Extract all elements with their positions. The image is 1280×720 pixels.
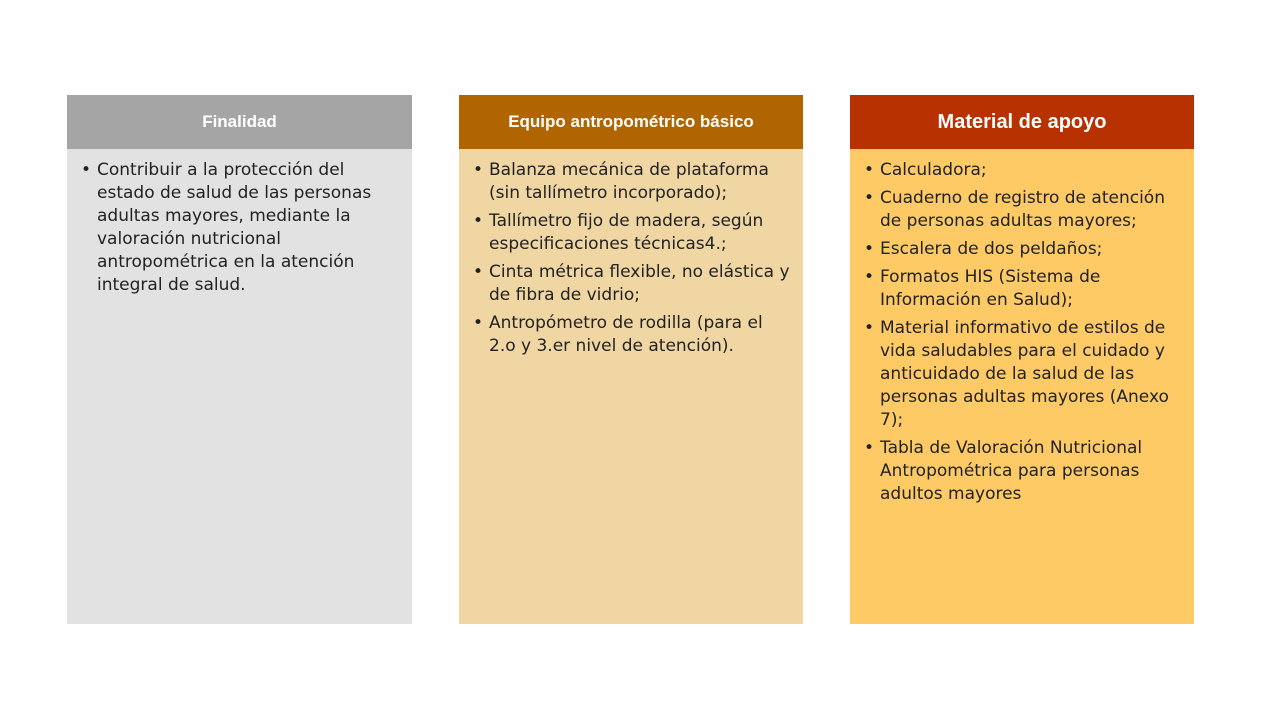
column-header bbox=[459, 95, 803, 149]
list-item-text: Material informativo de estilos de vida saludables para el cuidado y anticuidado de la salud de las personas adultas mayores (Anexo 7); bbox=[880, 318, 1169, 430]
list-item bbox=[858, 187, 1184, 233]
column-header bbox=[67, 95, 412, 149]
list-item bbox=[858, 437, 1184, 506]
list-item-text: Formatos HIS (Sistema de Información en Salud); bbox=[880, 267, 1101, 310]
bullet-icon: • bbox=[473, 211, 484, 231]
bullet-icon: • bbox=[81, 160, 92, 180]
list-item bbox=[467, 312, 793, 358]
bullet-icon: • bbox=[864, 438, 875, 458]
bullet-icon: • bbox=[864, 267, 875, 287]
list-item bbox=[858, 266, 1184, 312]
column-title: Equipo antropométrico básico bbox=[508, 112, 754, 131]
list-item-text: Tabla de Valoración Nutricional Antropométrica para personas adultos mayores bbox=[880, 438, 1143, 504]
list-item bbox=[75, 159, 402, 297]
list-item-text: Antropómetro de rodilla (para el 2.o y 3.er nivel de atención). bbox=[489, 313, 763, 356]
column-title: Material de apoyo bbox=[937, 110, 1107, 133]
column-title: Finalidad bbox=[202, 112, 277, 131]
bullet-list bbox=[467, 159, 793, 358]
list-item-text: Escalera de dos peldaños; bbox=[880, 239, 1103, 259]
column-body bbox=[459, 149, 803, 624]
bullet-list bbox=[858, 159, 1184, 506]
list-item bbox=[467, 261, 793, 307]
list-item-text: Cinta métrica flexible, no elástica y de fibra de vidrio; bbox=[489, 262, 790, 305]
list-item-text: Tallímetro fijo de madera, según especificaciones técnicas4.; bbox=[489, 211, 764, 254]
column-material bbox=[850, 95, 1194, 624]
bullet-icon: • bbox=[864, 188, 875, 208]
column-body bbox=[67, 149, 412, 624]
bullet-icon: • bbox=[473, 313, 484, 333]
list-item bbox=[467, 210, 793, 256]
column-finalidad bbox=[67, 95, 412, 624]
list-item bbox=[858, 317, 1184, 432]
list-item bbox=[467, 159, 793, 205]
bullet-icon: • bbox=[864, 160, 875, 180]
bullet-icon: • bbox=[473, 160, 484, 180]
bullet-icon: • bbox=[864, 318, 875, 338]
list-item bbox=[858, 159, 1184, 182]
list-item-text: Contribuir a la protección del estado de salud de las personas adultas mayores, mediante la valoración nutricional antropométrica en la atención integral de salud. bbox=[97, 160, 372, 295]
list-item-text: Balanza mecánica de plataforma (sin tallímetro incorporado); bbox=[489, 160, 769, 203]
column-body bbox=[850, 149, 1194, 624]
bullet-icon: • bbox=[473, 262, 484, 282]
list-item-text: Calculadora; bbox=[880, 160, 987, 180]
list-item-text: Cuaderno de registro de atención de personas adultas mayores; bbox=[880, 188, 1165, 231]
bullet-list bbox=[75, 159, 402, 297]
column-header bbox=[850, 95, 1194, 149]
bullet-icon: • bbox=[864, 239, 875, 259]
list-item bbox=[858, 238, 1184, 261]
column-equipo bbox=[459, 95, 803, 624]
